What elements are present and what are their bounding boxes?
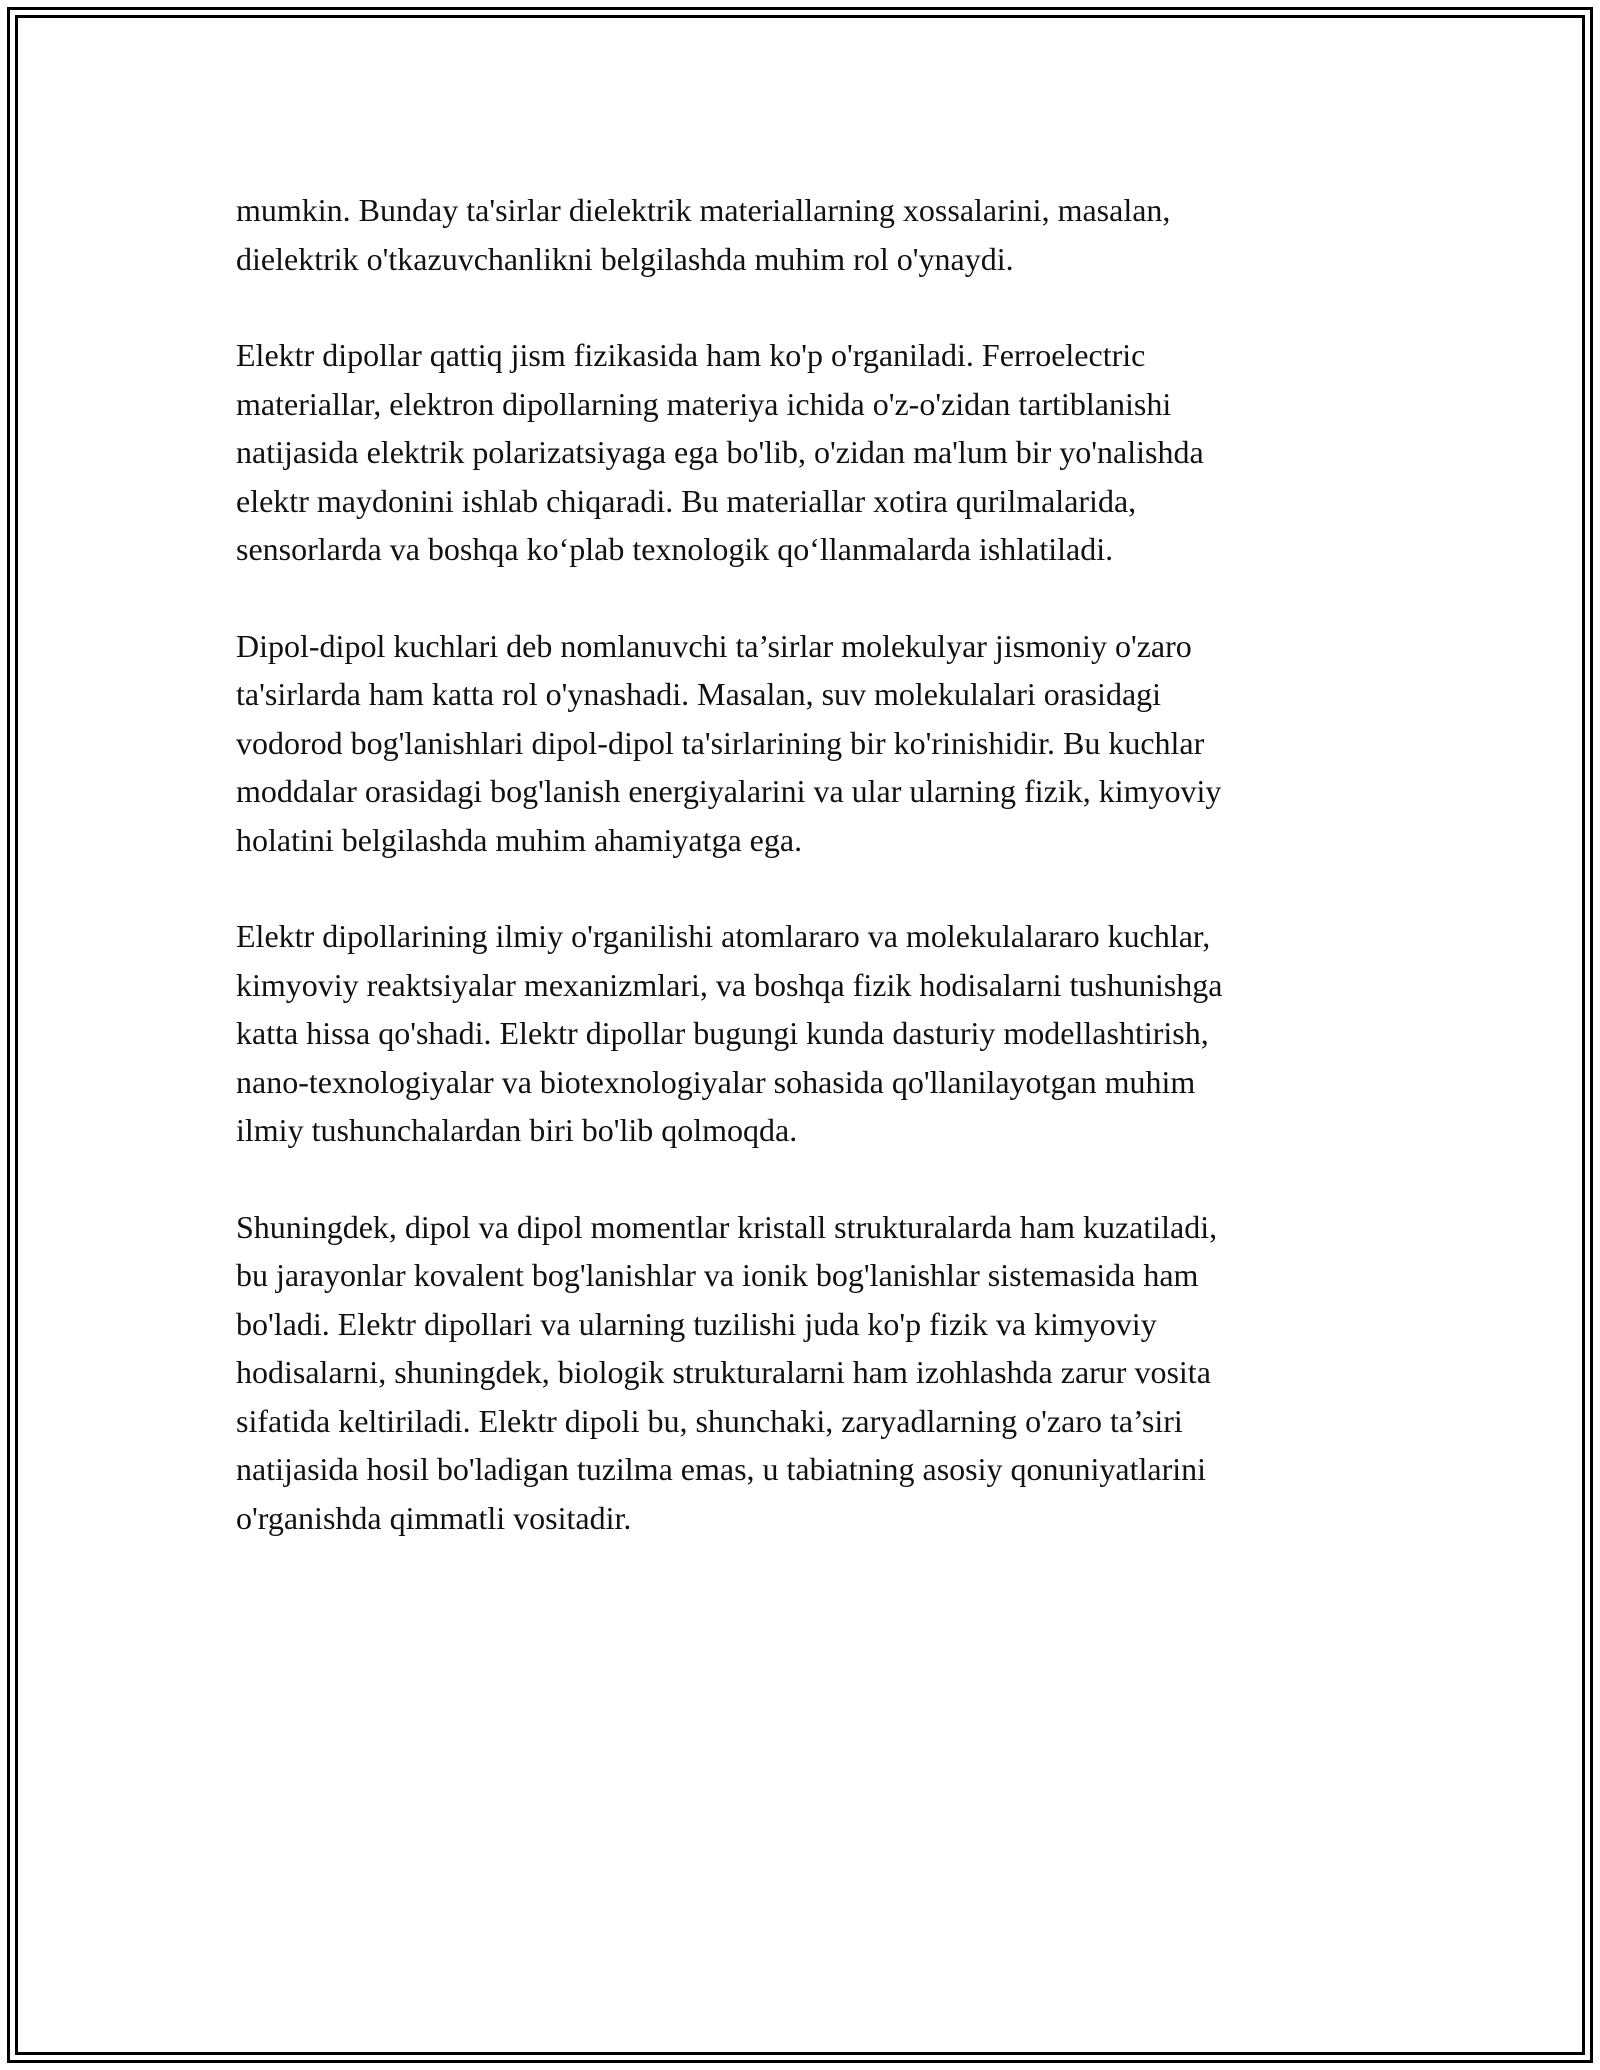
paragraph-4: Elektr dipollarining ilmiy o'rganilishi atomlararo va molekulalararo kuchlar, kimyoviy reaktsiyalar mexanizmlari, va boshqa fizik hodisalarni tushunishga katta hissa qo'shadi. Elektr dipollar bugungi kunda dasturiy modellashtirish, nano-texnologiyalar va biotexnologiyalar sohasida qo'llanilayotgan muhim ilmiy tushunchalardan biri bo'lib qolmoqda. bbox=[236, 918, 1223, 1148]
paragraph-5: Shuningdek, dipol va dipol momentlar kristall strukturalarda ham kuzatiladi, bu jarayonlar kovalent bog'lanishlar va ionik bog'lanishlar sistemasida ham bo'ladi. Elektr dipollari va ularning tuzilishi juda ko'p fizik va kimyoviy hodisalarni, shuningdek, biologik strukturalarni ham izohlashda zarur vosita sifatida keltiriladi. Elektr dipoli bu, shunchaki, zaryadlarning o'zaro ta’siri natijasida hosil bo'ladigan tuzilma emas, u tabiatning asosiy qonuniyatlarini o'rganishda qimmatli vositadir. bbox=[236, 1208, 1218, 1536]
paragraph-2: Elektr dipollar qattiq jism fizikasida ham ko'p o'rganiladi. Ferroelectric materiallar, elektron dipollarning materiya ichida o'z-o'zidan tartiblanishi natijasida elektrik polarizatsiyaga ega bo'lib, o'zidan ma'lum bir yo'nalishda elektr maydonini ishlab chiqaradi. Bu materiallar xotira qurilmalarida, sensorlarda va boshqa ko‘plab texnologik qo‘llanmalarda ishlatiladi. bbox=[236, 337, 1204, 567]
paragraph-3: Dipol-dipol kuchlari deb nomlanuvchi ta’sirlar molekulyar jismoniy o'zaro ta'sirlarda ham katta rol o'ynashadi. Masalan, suv molekulalari orasidagi vodorod bog'lanishlari dipol-dipol ta'sirlarining bir ko'rinishidir. Bu kuchlar moddalar orasidagi bog'lanish energiyalarini va ular ularning fizik, kimyoviy holatini belgilashda muhim ahamiyatga ega. bbox=[236, 627, 1222, 858]
paragraph-1: mumkin. Bunday ta'sirlar dielektrik materiallarning xossalarini, masalan, dielektrik o'tkazuvchanlikni belgilashda muhim rol o'ynaydi. bbox=[236, 192, 1171, 277]
document-body bbox=[236, 186, 1376, 1590]
